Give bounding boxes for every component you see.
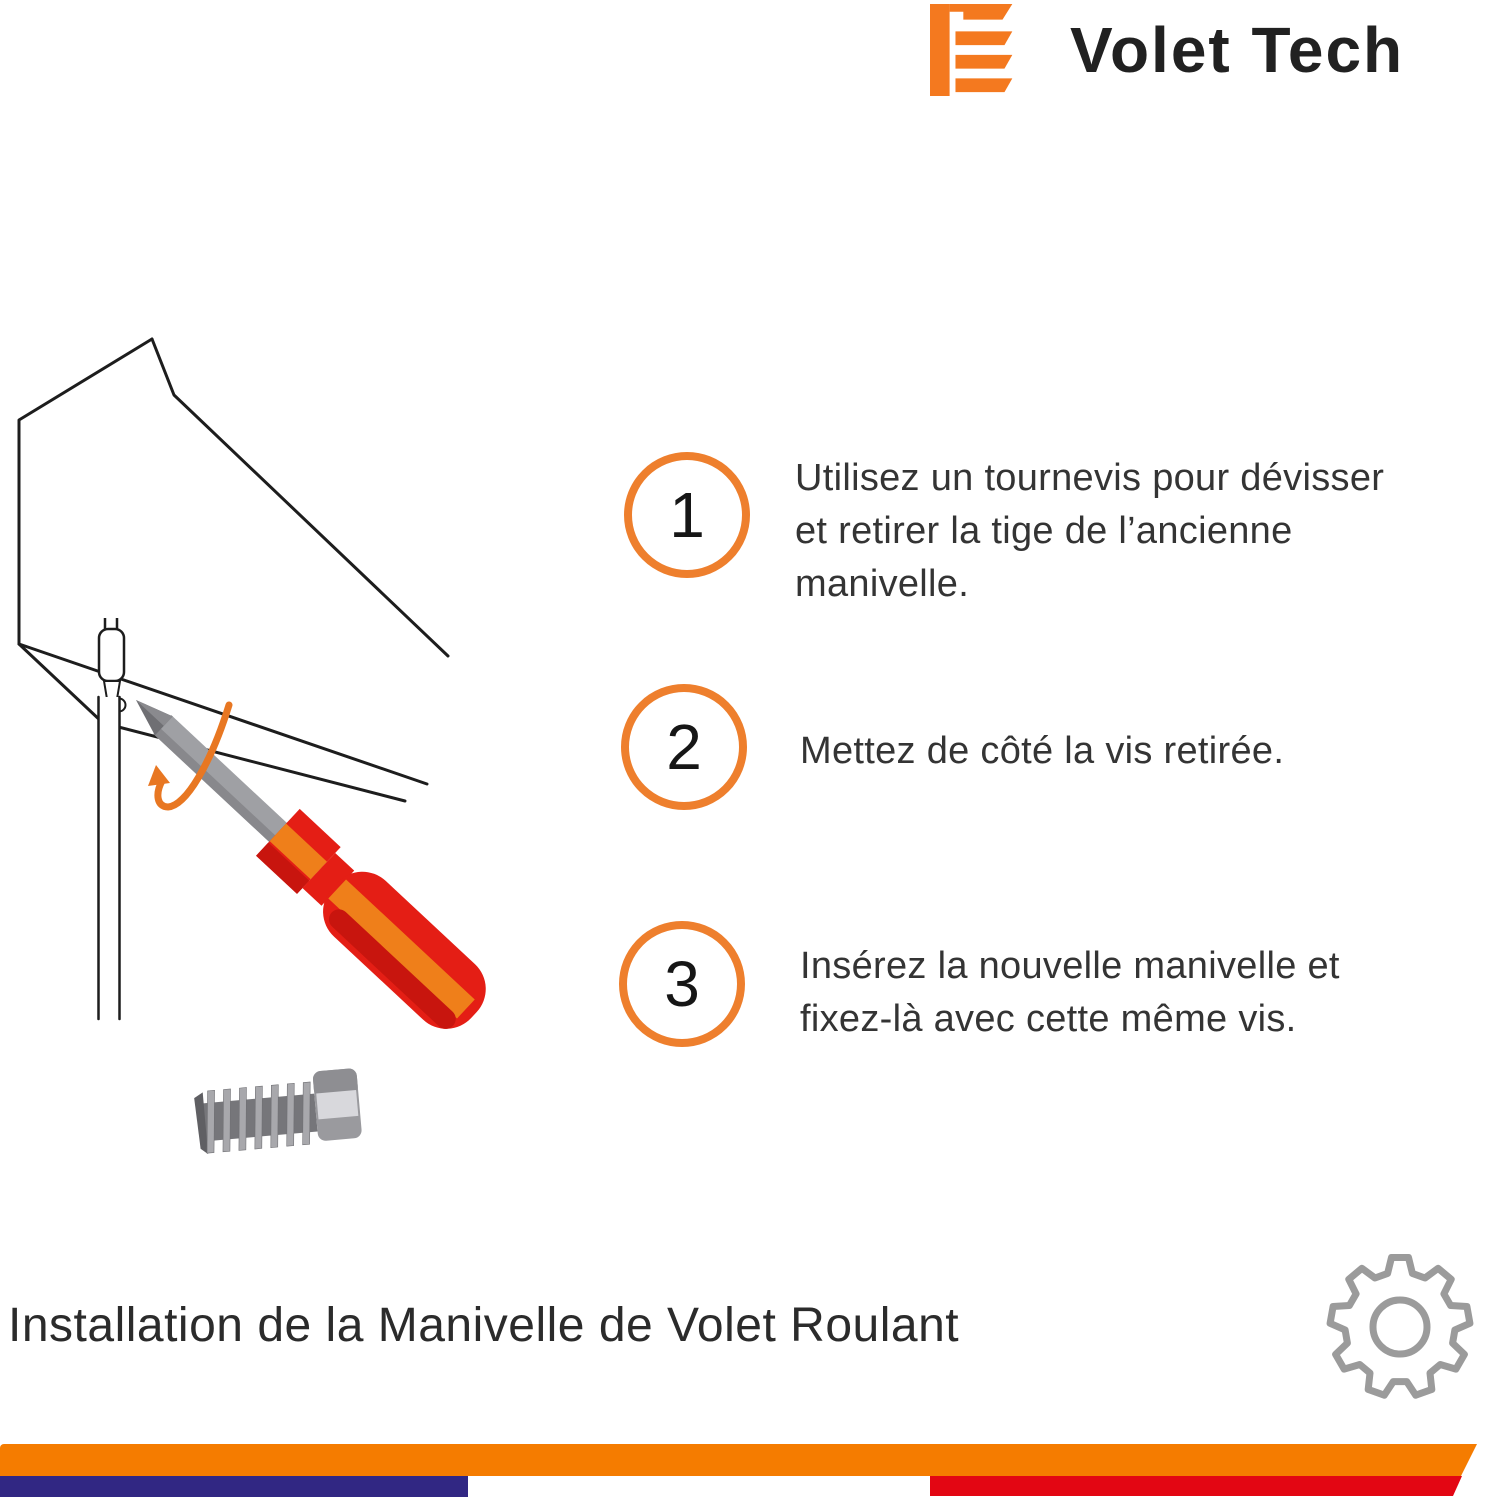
step-1-badge [624,452,750,578]
brand-name: Volet Tech [1070,14,1405,86]
step-3-text: Insérez la nouvelle manivelle et fixez-là avec cette même vis. [800,945,1340,1040]
footer-stripe-red [930,1476,1462,1496]
shutter-box-outline [19,339,448,801]
step-2-text: Mettez de côté la vis retirée. [800,730,1285,772]
crank-rod [99,618,126,1019]
shutter-slats-icon [930,3,1028,97]
step-1-number: 1 [669,479,705,551]
step-3-badge [619,921,745,1047]
brand-logo [930,0,1404,100]
step-2-number: 2 [666,711,702,783]
screwdriver [110,672,500,1043]
step-1-text: Utilisez un tournevis pour dévisser et retirer la tige de l’ancienne manivelle. [795,457,1385,605]
installation-illustration [0,300,560,1200]
screw [193,1068,363,1155]
step-3-number: 3 [664,948,700,1020]
step-2-badge [621,684,747,810]
gear-icon [1325,1252,1475,1402]
footer-stripe-navy [0,1476,468,1497]
page-title: Installation de la Manivelle de Volet Roulant [8,1299,960,1352]
footer-stripe-orange [0,1444,1477,1476]
